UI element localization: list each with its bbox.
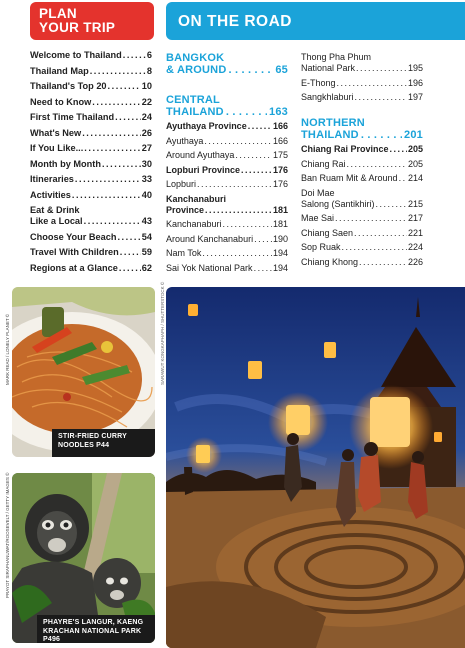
lantern-credit: SARAWUT KONGKAPHAPH / SHUTTERSTOCK © [160, 281, 165, 385]
road-column-1 [166, 52, 288, 274]
toc-item-whats-new[interactable]: What's New . . . 26 [30, 128, 152, 139]
entry-chiang-saen[interactable]: Chiang Saen . . . 221 [301, 228, 423, 239]
entry-around-kanchanaburi[interactable]: Around Kanchanaburi . . . 190 [166, 234, 288, 245]
entry-ban-ruam-mit[interactable]: Ban Ruam Mit & Around . . . 214 [301, 173, 423, 184]
road-column-2 [301, 52, 423, 268]
toc-item-need-to-know[interactable]: Need to Know . . . 22 [30, 97, 152, 108]
food-photo [12, 287, 155, 457]
region-central[interactable]: CENTRAL THAILAND . . . 163 [166, 94, 288, 118]
food-credit: MARK READ / LONELY PLANET © [5, 313, 10, 385]
entry-thong-pha-phum[interactable]: Thong Pha Phum National Park . . . 195 [301, 52, 423, 74]
road-title: ON THE ROAD [178, 13, 292, 30]
region-bangkok[interactable]: BANGKOK & AROUND . . . 65 [166, 52, 288, 76]
entry-chiang-rai-province[interactable]: Chiang Rai Province . . . 205 [301, 144, 423, 155]
entry-ayuthaya-province[interactable]: Ayuthaya Province . . . 166 [166, 121, 288, 132]
entry-around-ayuthaya[interactable]: Around Ayuthaya . . . 175 [166, 150, 288, 161]
toc-item-activities[interactable]: Activities . . . 40 [30, 190, 152, 201]
entry-doi-mae-salong[interactable]: Doi Mae Salong (Santikhiri) . . . 215 [301, 188, 423, 210]
plan-toc-list [30, 50, 152, 274]
lantern-illustration [166, 287, 465, 648]
plan-title-line2: YOUR TRIP [39, 20, 116, 35]
entry-ayuthaya[interactable]: Ayuthaya . . . 166 [166, 136, 288, 147]
entry-lopburi-province[interactable]: Lopburi Province . . . 176 [166, 165, 288, 176]
toc-item-regions[interactable]: Regions at a Glance . . . 62 [30, 263, 152, 274]
toc-item-eat-drink[interactable]: Eat & Drink Like a Local . . . 43 [30, 205, 152, 227]
entry-nam-tok[interactable]: Nam Tok . . . 194 [166, 248, 288, 259]
on-the-road-header [166, 2, 465, 40]
toc-item-top20[interactable]: Thailand's Top 20 . . . 10 [30, 81, 152, 92]
toc-item-welcome[interactable]: Welcome to Thailand . . . 6 [30, 50, 152, 61]
toc-item-children[interactable]: Travel With Children . . . 59 [30, 247, 152, 258]
plan-your-trip-header [30, 2, 154, 40]
entry-lopburi[interactable]: Lopburi . . . 176 [166, 179, 288, 190]
entry-kanchanaburi[interactable]: Kanchanaburi . . . 181 [166, 219, 288, 230]
entry-kanchanaburi-province[interactable]: Kanchanaburi Province . . . 181 [166, 194, 288, 216]
toc-item-itineraries[interactable]: Itineraries . . . 33 [30, 174, 152, 185]
toc-item-map[interactable]: Thailand Map . . . 8 [30, 66, 152, 77]
entry-sangkhlaburi[interactable]: Sangkhlaburi . . . 197 [301, 92, 423, 103]
toc-item-month-by-month[interactable]: Month by Month . . . 30 [30, 159, 152, 170]
entry-sop-ruak[interactable]: Sop Ruak . . . 224 [301, 242, 423, 253]
toc-item-beach[interactable]: Choose Your Beach . . . 54 [30, 232, 152, 243]
entry-chiang-khong[interactable]: Chiang Khong . . . 226 [301, 257, 423, 268]
toc-item-if-you-like[interactable]: If You Like... . . . 27 [30, 143, 152, 154]
region-northern[interactable]: NORTHERN THAILAND . . . 201 [301, 117, 423, 141]
entry-sai-yok[interactable]: Sai Yok National Park . . . 194 [166, 263, 288, 274]
langur-credit: PRAYOT SIRAPHANUWAT/ROOSEVELT / GETTY IMAGES © [5, 472, 10, 598]
langur-photo [12, 473, 155, 643]
entry-chiang-rai[interactable]: Chiang Rai . . . 205 [301, 159, 423, 170]
plan-title-line1: PLAN [39, 6, 77, 21]
langur-caption: PHAYRE'S LANGUR, KAENG KRACHAN NATIONAL PARK P496 [37, 615, 155, 643]
entry-e-thong[interactable]: E-Thong . . . 196 [301, 78, 423, 89]
entry-mae-sai[interactable]: Mae Sai . . . 217 [301, 213, 423, 224]
lantern-festival-photo [166, 287, 465, 648]
toc-item-first-time[interactable]: First Time Thailand . . . 24 [30, 112, 152, 123]
food-caption: STIR-FRIED CURRY NOODLES P44 [52, 429, 155, 457]
